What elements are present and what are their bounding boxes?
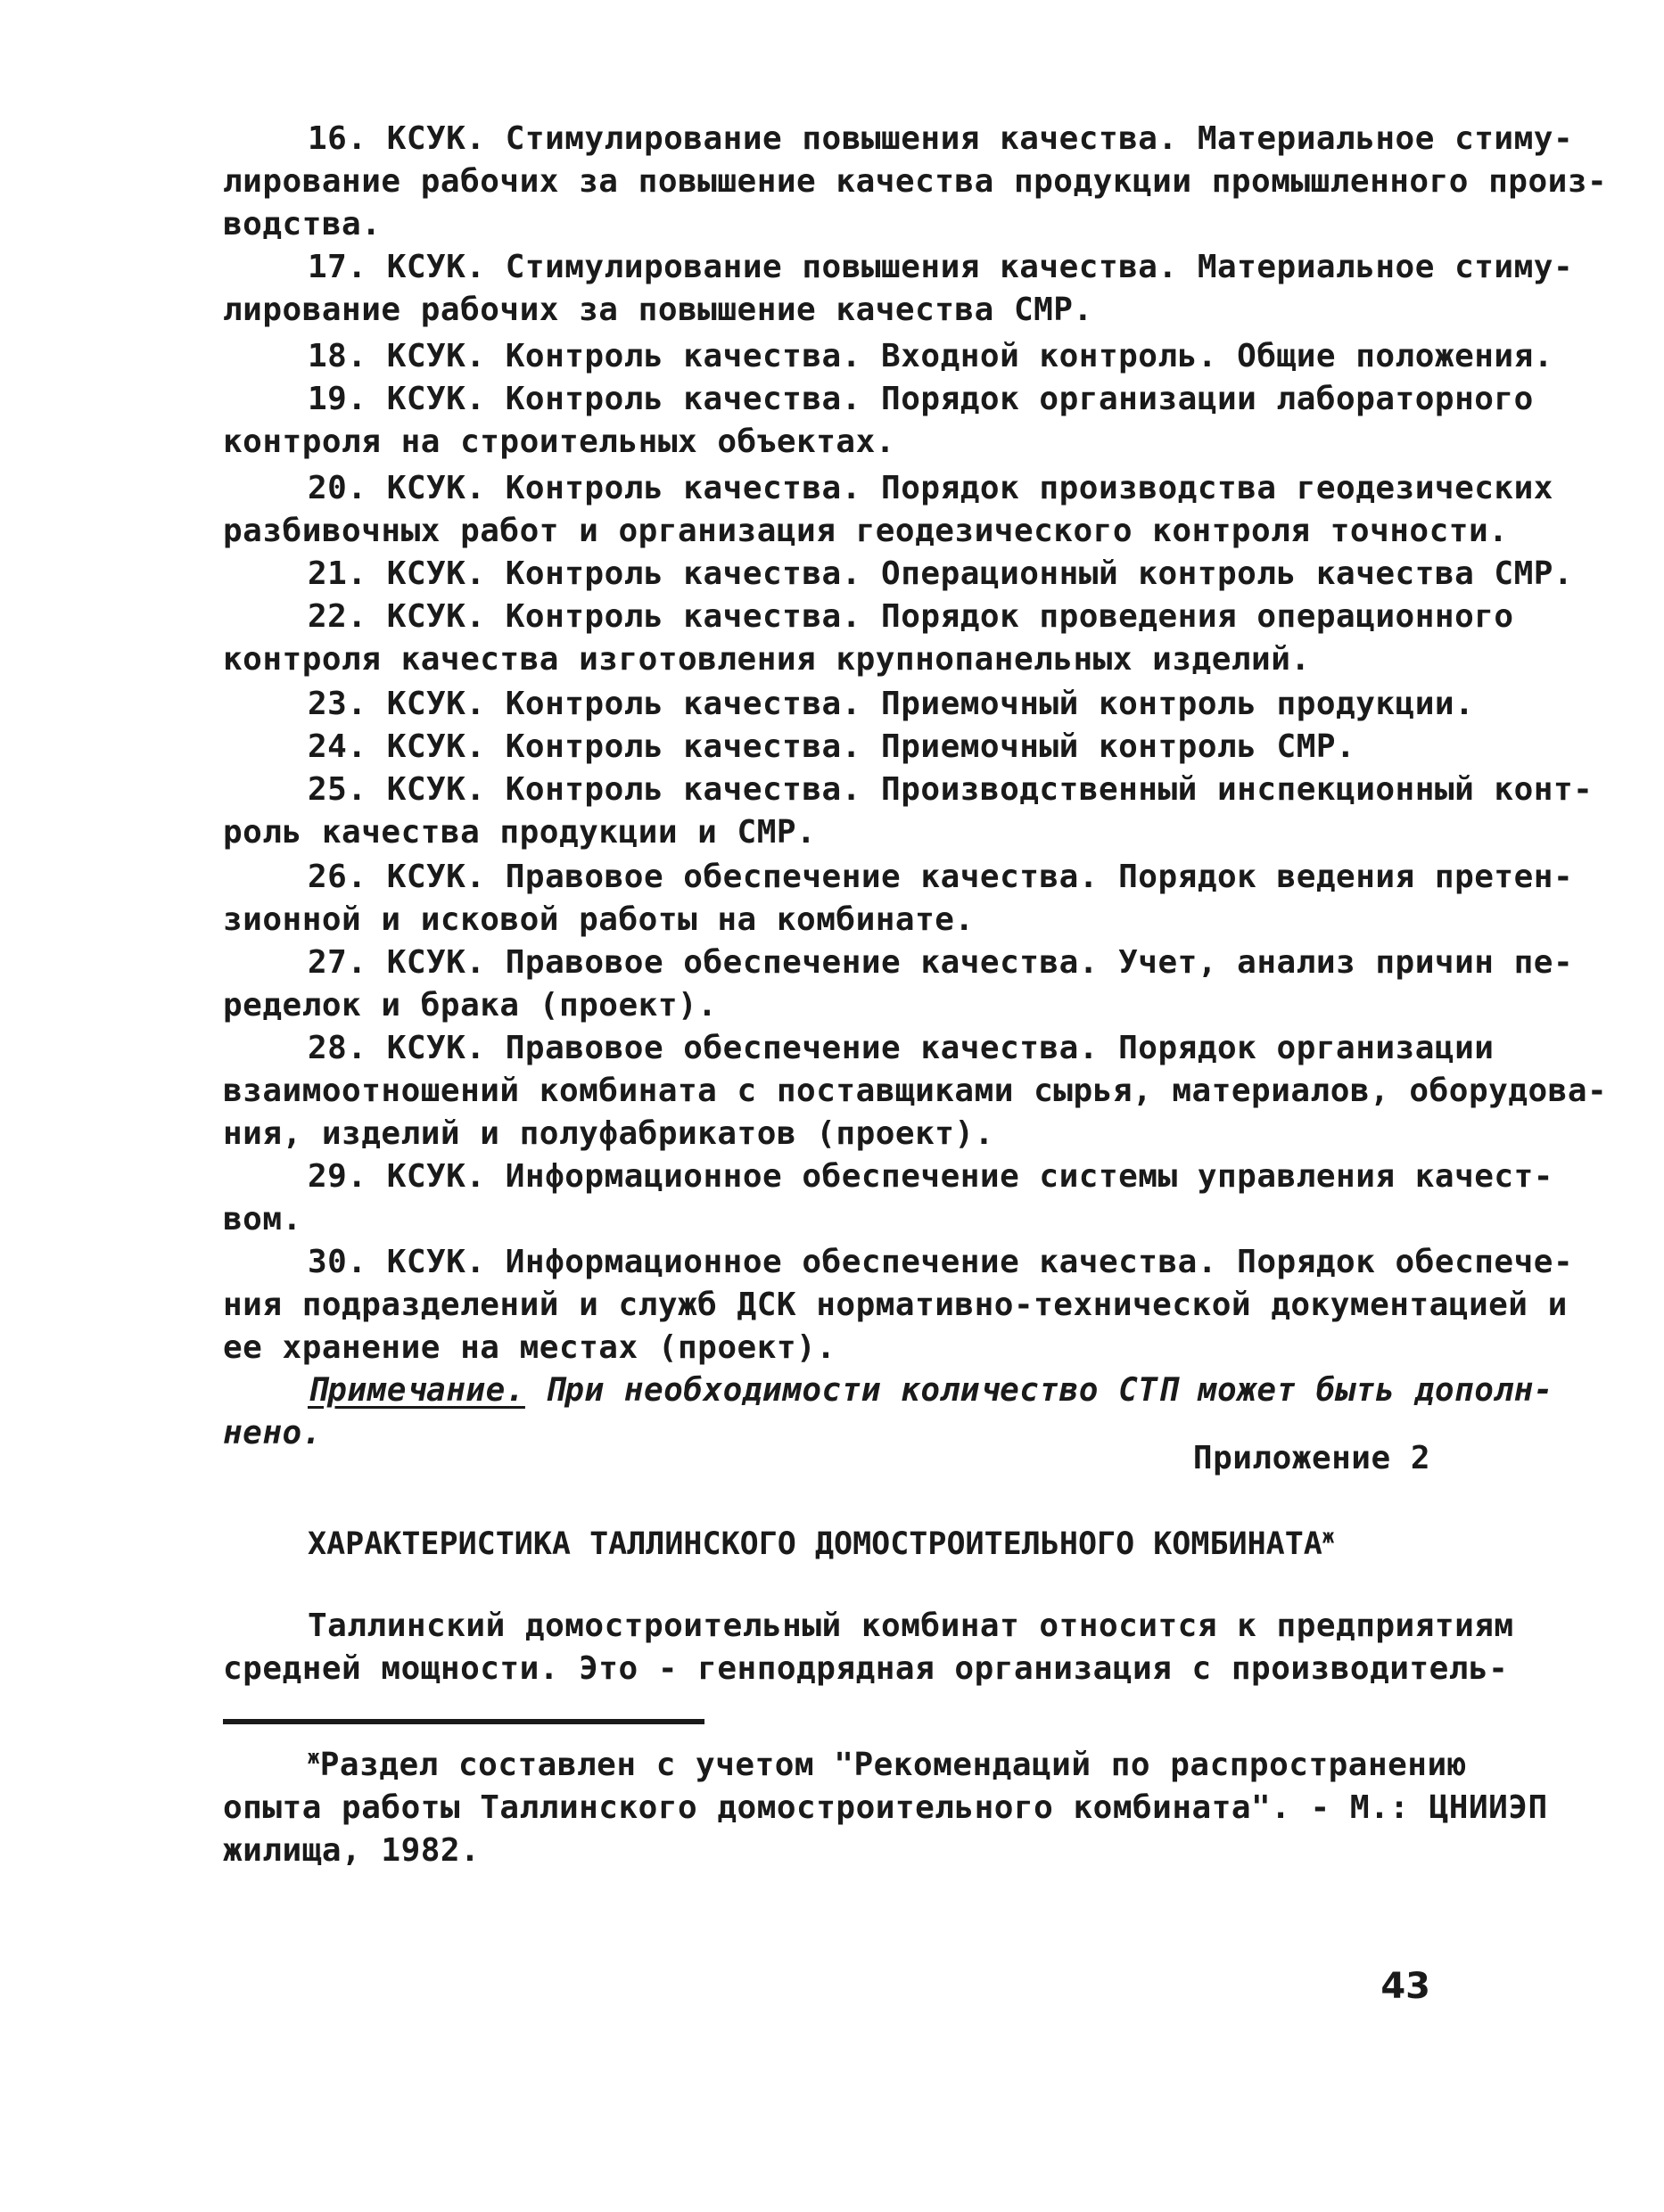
list-item-29-line-1: 29. КСУК. Информационное обеспечение системы управления качест-: [308, 1158, 1553, 1195]
list-item-17-line-1: 17. КСУК. Стимулирование повышения качества. Материальное стиму-: [308, 249, 1574, 285]
list-item-27-line-1: 27. КСУК. Правовое обеспечение качества. Учет, анализ причин пе-: [308, 944, 1574, 981]
list-item-28-line-1: 28. КСУК. Правовое обеспечение качества. Порядок организации: [308, 1030, 1495, 1066]
list-item-17-line-2: лирование рабочих за повышение качества СМР.: [223, 292, 1093, 328]
list-item-19-line-2: контроля на строительных объектах.: [223, 423, 895, 460]
list-item-16-line-2: лирование рабочих за повышение качества продукции промышленного произ-: [223, 163, 1608, 200]
list-item-23-line-1: 23. КСУК. Контроль качества. Приемочный контроль продукции.: [308, 686, 1475, 722]
list-item-30-line-2: ния подразделений и служб ДСК нормативно-технической документацией и: [223, 1287, 1568, 1323]
list-item-16-line-1: 16. КСУК. Стимулирование повышения качества. Материальное стиму-: [308, 120, 1574, 157]
note-label: Примечание.: [308, 1372, 525, 1409]
list-item-30-line-3: ее хранение на местах (проект).: [223, 1329, 836, 1366]
footnote-text-1: Раздел составлен с учетом "Рекомендаций по распространению: [319, 1747, 1467, 1783]
footnote-line-1: [308, 1744, 1529, 1787]
list-item-18-line-1: 18. КСУК. Контроль качества. Входной контроль. Общие положения.: [308, 338, 1553, 374]
list-item-20-line-2: разбивочных работ и организация геодезического контроля точности.: [223, 513, 1509, 549]
footnote-mark: ж: [308, 1747, 320, 1769]
appendix-label: Приложение 2: [1192, 1440, 1430, 1476]
list-item-21-line-1: 21. КСУК. Контроль качества. Операционный контроль качества СМР.: [308, 555, 1574, 592]
footnote-line-3: жилища, 1982.: [223, 1832, 481, 1869]
list-item-22-line-1: 22. КСУК. Контроль качества. Порядок проведения операционного: [308, 598, 1514, 635]
note-text-1: При необходимости количество СТП может быть дополн-: [524, 1372, 1553, 1409]
list-item-26-line-1: 26. КСУК. Правовое обеспечение качества. Порядок ведения претен-: [308, 859, 1574, 895]
body-line-1: Таллинский домостроительный комбинат относится к предприятиям: [308, 1608, 1514, 1644]
footnote-line-2: опыта работы Таллинского домостроительного комбината". - М.: ЦНИИЭП: [223, 1789, 1548, 1826]
note-line-1: [308, 1369, 1553, 1412]
list-item-27-line-2: ределок и брака (проект).: [223, 987, 718, 1024]
body-line-2: средней мощности. Это - генподрядная организация с производитель-: [223, 1650, 1509, 1687]
list-item-25-line-1: 25. КСУК. Контроль качества. Производственный инспекционный конт-: [308, 771, 1594, 808]
list-item-24-line-1: 24. КСУК. Контроль качества. Приемочный контроль СМР.: [308, 728, 1356, 765]
footnote-divider: [223, 1719, 704, 1724]
section-heading-text: ХАРАКТЕРИСТИКА ТАЛЛИНСКОГО ДОМОСТРОИТЕЛЬНОГО КОМБИНАТА: [308, 1526, 1322, 1562]
list-item-25-line-2: роль качества продукции и СМР.: [223, 814, 817, 851]
list-item-16-line-3: водства.: [223, 206, 382, 243]
section-heading: [308, 1523, 1529, 1566]
list-item-20-line-1: 20. КСУК. Контроль качества. Порядок производства геодезических: [308, 470, 1553, 506]
list-item-29-line-2: вом.: [223, 1201, 302, 1238]
list-item-30-line-1: 30. КСУК. Информационное обеспечение качества. Порядок обеспече-: [308, 1244, 1574, 1280]
list-item-26-line-2: зионной и исковой работы на комбинате.: [223, 901, 975, 938]
list-item-28-line-3: ния, изделий и полуфабрикатов (проект).: [223, 1115, 994, 1152]
list-item-28-line-2: взаимоотношений комбината с поставщиками сырья, материалов, оборудова-: [223, 1073, 1608, 1109]
heading-footnote-mark: ж: [1322, 1525, 1335, 1549]
page-number: 43: [1380, 1966, 1430, 2007]
list-item-19-line-1: 19. КСУК. Контроль качества. Порядок организации лабораторного: [308, 381, 1534, 417]
note-line-2: нено.: [223, 1415, 322, 1451]
list-item-22-line-2: контроля качества изготовления крупнопанельных изделий.: [223, 641, 1311, 678]
